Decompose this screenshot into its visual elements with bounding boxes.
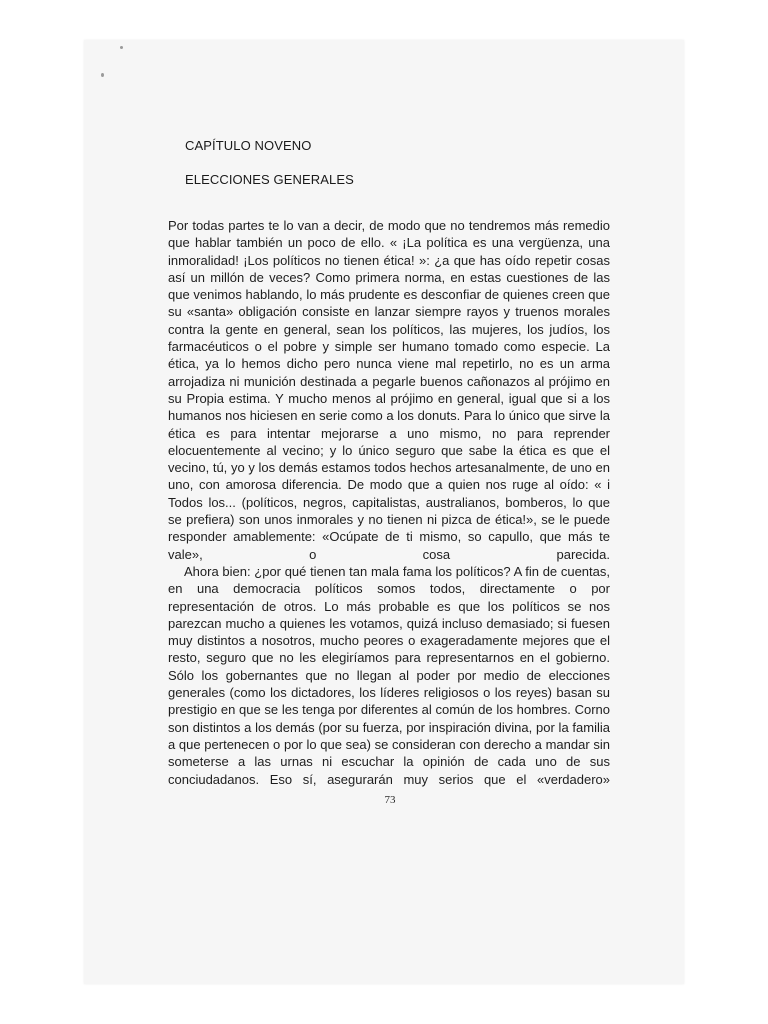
- paragraph-2: Ahora bien: ¿por qué tienen tan mala fama los políticos? A fin de cuentas, en una democracia políticos somos todos, directamente o por representación de otros. Lo más probable es que los políticos se nos parezcan mucho a quienes les votamos, quizá incluso demasiado; si fuesen muy distintos a nosotros, mucho peores o exageradamente mejores que el resto, seguro que no les elegiríamos para representarnos en el gobierno. Sólo los gobernantes que no llegan al poder por medio de elecciones generales (como los dictadores, los líderes religiosos o los reyes) basan su prestigio en que se les tenga por diferentes al común de los hombres. Corno son distintos a los demás (por su fuerza, por inspiración divina, por la familia a que pertenecen o por lo que sea) se consideran con derecho a mandar sin someterse a las urnas ni escuchar la opinión de cada uno de sus conciudadanos. Eso sí, asegurarán muy serios que el «verdadero»: [168, 563, 610, 787]
- page-number: 73: [384, 794, 396, 806]
- paragraph-1: Por todas partes te lo van a decir, de modo que no tendremos más remedio que hablar también un poco de ello. « ¡La política es una vergüenza, una inmoralidad! ¡Los políticos no tienen ética! »: ¿a que has oído repetir cosas así un millón de veces? Como primera norma, en estas cuestiones de las que venimos hablando, lo más prudente es desconfiar de quienes creen que su «santa» obligación consiste en lanzar siempre rayos y truenos morales contra la gente en general, sean los políticos, las mujeres, los judíos, los farmacéuticos o el pobre y simple ser humano tomado como especie. La ética, ya lo hemos dicho pero nunca viene mal repetirlo, no es un arma arrojadiza ni munición destinada a pegarle buenos cañonazos al prójimo en su Propia estima. Y mucho menos al prójimo en general, igual que si a los humanos nos hiciesen en serie como a los donuts. Para lo único que sirve la ética es para intentar mejorarse a uno mismo, no para reprender elocuentemente al vecino; y lo único seguro que sabe la ética es que el vecino, tú, yo y los demás estamos todos hechos artesanalmente, de uno en uno, con amorosa diferencia. De modo que a quien nos ruge al oído: « i Todos los... (políticos, negros, capitalistas, australianos, bomberos, lo que se prefiera) son unos inmorales y no tienen ni pizca de ética!», se le puede responder amablemente: «Ocúpate de ti mismo, so capullo, que más te vale», o cosa parecida.: [168, 218, 610, 562]
- body-text: [168, 217, 610, 788]
- scan-speck: [101, 73, 104, 77]
- chapter-heading: CAPÍTULO NOVENO: [185, 138, 312, 153]
- section-heading: ELECCIONES GENERALES: [185, 172, 354, 187]
- scan-speck: [120, 46, 123, 49]
